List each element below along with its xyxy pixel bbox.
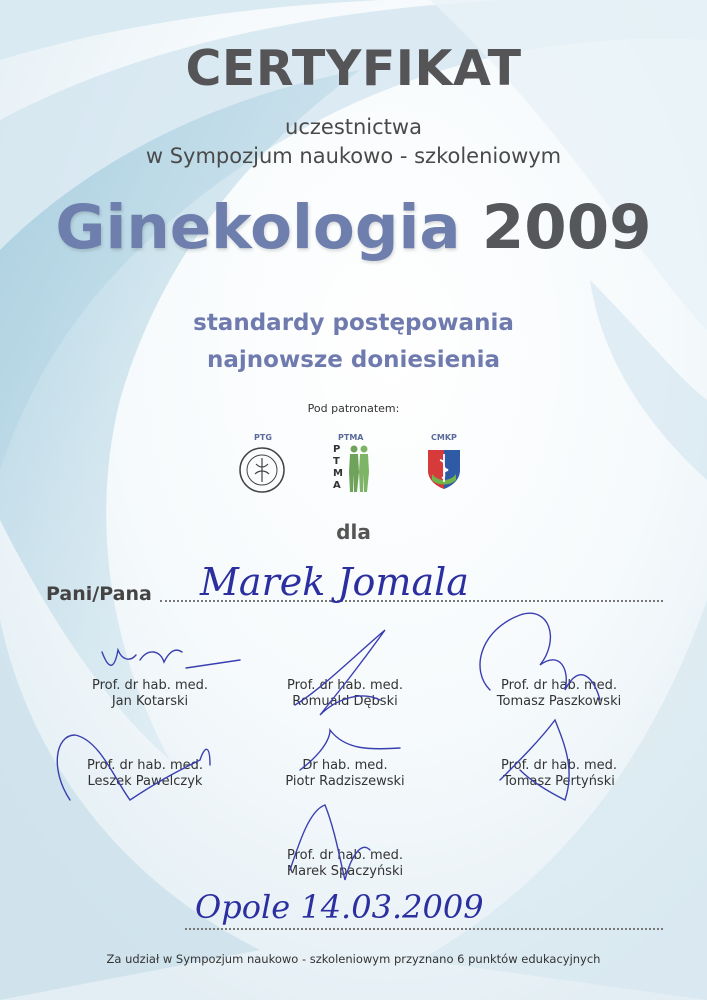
topic-line-1: standardy postępowania: [193, 310, 514, 336]
signatory-title: Prof. dr hab. med.: [91, 678, 209, 693]
signatory-paszkowski: [464, 678, 654, 710]
signatory-name: Tomasz Pertyński: [503, 774, 615, 789]
subtitle-line-1: uczestnictwa: [285, 115, 422, 139]
event-heading: [0, 192, 707, 263]
signatory-title: Dr hab. med.: [302, 758, 388, 773]
signatory-name: Piotr Radziszewski: [285, 774, 405, 789]
ptma-figures-icon: [346, 444, 372, 494]
ptg-seal-icon: [238, 446, 286, 494]
signatory-name: Leszek Pawelczyk: [87, 774, 203, 789]
signatory-debski: [255, 678, 435, 710]
signatory-title: Prof. dr hab. med.: [500, 758, 618, 773]
signatory-name: Jan Kotarski: [111, 694, 189, 709]
patron-cmkp-label: CMKP: [431, 433, 457, 442]
signatory-pawelczyk: [55, 758, 235, 790]
subtitle-line-2: w Sympozjum naukowo - szkoleniowym: [145, 144, 562, 168]
event-name: Ginekologia: [55, 192, 461, 263]
signatory-title: Prof. dr hab. med.: [86, 758, 204, 773]
signatory-title: Prof. dr hab. med.: [286, 848, 404, 863]
signatory-pertynski: [464, 758, 654, 790]
place-date: Opole 14.03.2009: [195, 888, 484, 926]
patron-ptg-label: PTG: [254, 433, 272, 442]
footer-note: Za udział w Sympozjum naukowo - szkoleniowym przyznano 6 punktów edukacyjnych: [106, 952, 601, 966]
topic-line-2: najnowsze doniesienia: [207, 347, 500, 373]
for-label: dla: [336, 520, 371, 544]
patronage-label: Pod patronatem:: [307, 402, 400, 415]
signatory-spaczynski: [255, 848, 435, 880]
date-dotted-line: [185, 928, 663, 930]
patron-ptma-label: PTMA: [338, 433, 364, 442]
signatory-name: Marek Spaczyński: [286, 864, 404, 879]
recipient-name: Marek Jomala: [200, 560, 469, 604]
signatory-radziszewski: [255, 758, 435, 790]
cmkp-shield-icon: [426, 448, 462, 490]
signatory-name: Romuald Dębski: [292, 694, 398, 709]
signatory-kotarski: [60, 678, 240, 710]
signatory-title: Prof. dr hab. med.: [500, 678, 618, 693]
certificate-title: CERTYFIKAT: [185, 40, 522, 97]
signatory-title: Prof. dr hab. med.: [286, 678, 404, 693]
ptma-letters: P T M A: [333, 444, 343, 491]
signatory-name: Tomasz Paszkowski: [496, 694, 622, 709]
recipient-label: Pani/Pana: [46, 583, 152, 605]
event-year: 2009: [481, 192, 652, 263]
